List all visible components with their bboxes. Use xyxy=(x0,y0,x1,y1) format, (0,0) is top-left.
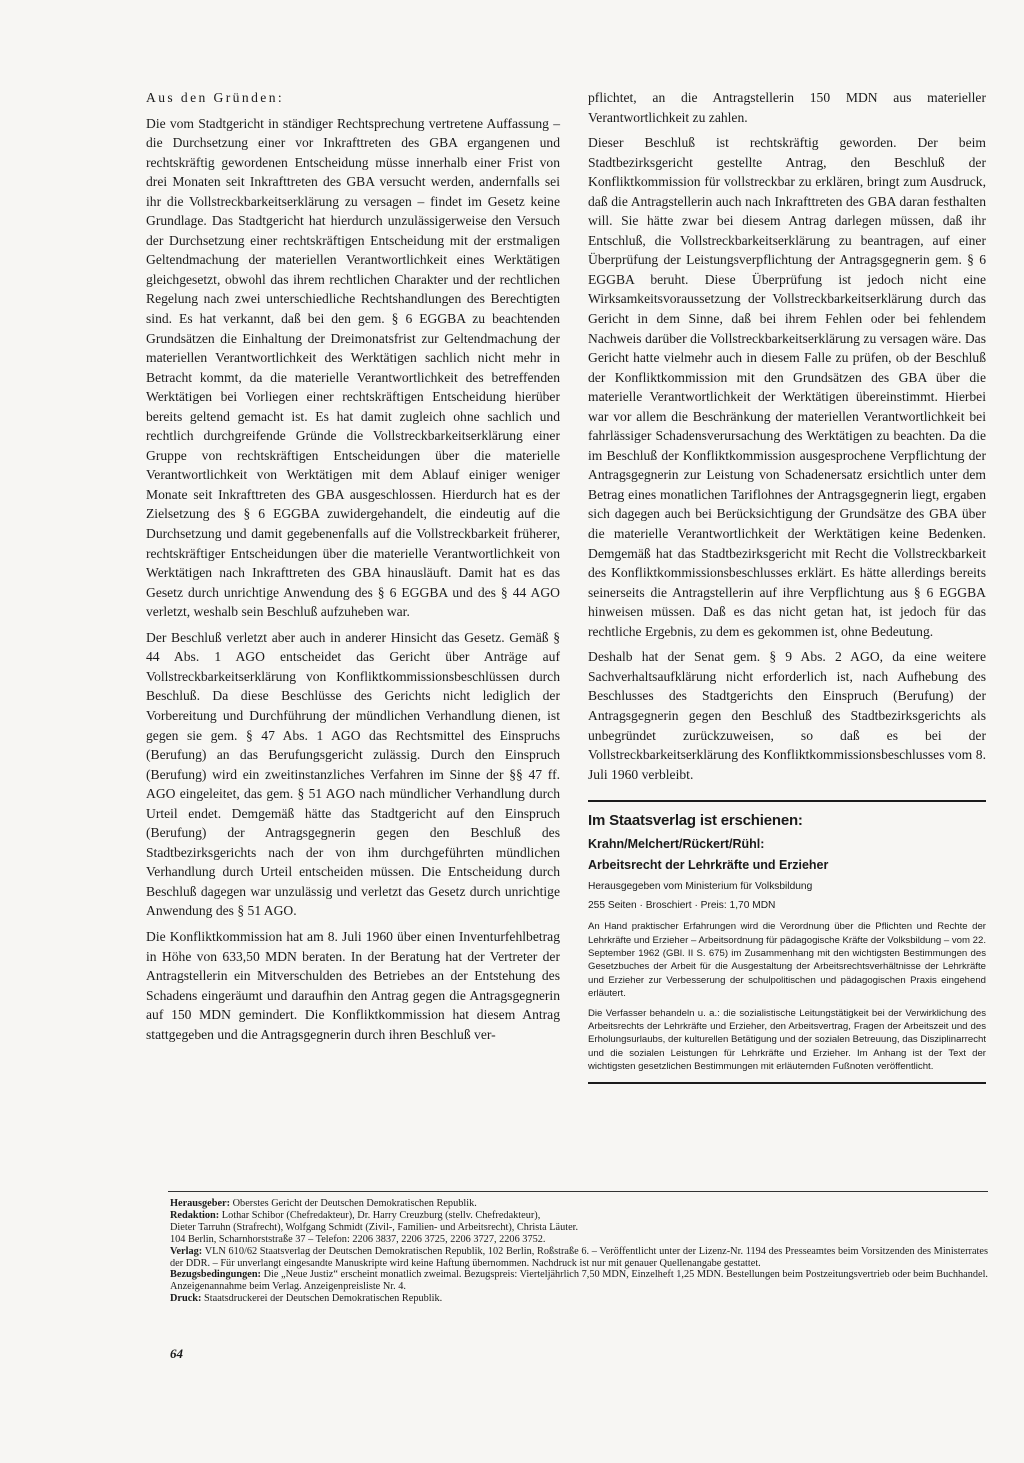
imprint-line xyxy=(170,1198,988,1210)
announcement-heading: Im Staatsverlag ist erschienen: xyxy=(588,812,803,830)
imprint-line: 104 Berlin, Scharnhorststraße 37 – Telefon: 2206 3837, 2206 3725, 2206 3727, 2206 3752. xyxy=(170,1233,546,1245)
announcement-details: 255 Seiten · Broschiert · Preis: 1,70 MDN xyxy=(588,900,776,912)
imprint-divider xyxy=(168,1191,988,1192)
paragraph: Die vom Stadtgericht in ständiger Rechtsprechung vertretene Auffassung – die Durchsetzung einer vor Inkrafttreten des GBA ergangenen und rechtskräftig gewordenen Entscheidung müsse innerhalb einer Frist von drei Monaten seit Inkrafttreten des GBA versucht werden, andernfalls sei ihr die Vollstreckbarkeitserklärung zu versagen – findet im Gesetz keine Grundlage. Das Stadtgericht hat hierdurch unzulässigerweise den Versuch der Durchsetzung einer rechtskräftigen Entscheidung mit der erstmaligen Geltendmachung der materiellen Verantwortlichkeit eines Werktätigen gleichgesetzt, obwohl das ihrem rechtlichen Charakter und der rechtlichen Regelung nach zwei unterschiedliche Rechtshandlungen des Berechtigten sind. Es hat verkannt, daß bei den gem. § 6 EGGBA zu beachtenden Grundsätzen die Einhaltung der Dreimonatsfrist zur Geltendmachung der materiellen Verantwortlichkeit des Werktätigen sachlich nicht mehr in Betracht kommt, da die materielle Verantwortlichkeit des betreffenden Werktätigen bei Vorliegen einer rechtskräftigen Entscheidung hierüber bereits geltend gemacht ist. Es hat damit zugleich ohne sachlich und rechtlich durchgreifende Gründe die Vollstreckbarkeitserklärung einer Gruppe von rechtskräftigen Entscheidungen über die materielle Verantwortlichkeit von Werktätigen mit dem Ablauf einiger weniger Monate seit Inkrafttreten des GBA ausgeschlossen. Hierdurch hat es der Zielsetzung des § 6 EGGBA zuwidergehandelt, die eindeutig auf die Durchsetzung und damit gegebenenfalls auf die Vollstreckbarkeit früherer, rechtskräftiger Entscheidungen über die materielle Verantwortlichkeit von Werktätigen nach Inkrafttreten des GBA hinausläuft. Damit hat es das Gesetz durch unrichtige Anwendung des § 6 EGGBA und des § 44 AGO verletzt, weshalb sein Beschluß aufzuheben war. xyxy=(146,115,560,620)
imprint-line xyxy=(170,1210,988,1222)
imprint-label: Herausgeber: xyxy=(170,1198,231,1209)
section-heading: Aus den Gründen: xyxy=(146,90,285,105)
paragraph: Die Konfliktkommission hat am 8. Juli 1960 über einen Inventurfehlbetrag in Höhe von 633,50 MDN beraten. In der Beratung hat der Vertreter der Antragstellerin ein Mitverschulden des Betriebes an der Entstehung des Schadens eingeräumt und daraufhin den Antrag gegen die Antragsgegnerin auf 150 MDN gemindert. Die Konfliktkommission hat diesem Antrag stattgegeben und die Antragsgegnerin durch ihren Beschluß ver- xyxy=(146,928,560,1042)
paragraph: Deshalb hat der Senat gem. § 9 Abs. 2 AGO, da eine weitere Sachverhaltsaufklärung nicht erforderlich ist, nach Aufhebung des Beschlusses des Stadtgerichts den Einspruch (Berufung) der Antragsgegnerin gegen den Beschluß des Stadtbezirksgerichts als unbegründet zurückzuweisen, so daß es bei der Vollstreckbarkeitserklärung des Konfliktkommissionsbeschlusses vom 8. Juli 1960 verbleibt. xyxy=(588,649,986,782)
imprint-value: VLN 610/62 Staatsverlag der Deutschen Demokratischen Republik, 102 Berlin, Roßstraße 6. – Veröffentlicht unter der Lizenz-Nr. 1194 des Presseamtes beim Vorsitzenden des Ministerrates der DDR. – Für unverlangt eingesandte Manuskripte wird keine Haftung übernommen. Nachdruck ist nur mit genauer Quellenangabe gestattet. xyxy=(170,1245,988,1269)
imprint-label: Bezugsbedingungen: xyxy=(170,1269,261,1281)
imprint xyxy=(170,1198,988,1305)
imprint-value: Oberstes Gericht der Deutschen Demokratischen Republik. xyxy=(232,1198,477,1209)
left-column xyxy=(146,88,560,1050)
imprint-line xyxy=(170,1269,988,1293)
imprint-value: Die „Neue Justiz“ erscheint monatlich zweimal. Bezugspreis: Vierteljährlich 7,50 MDN, Einzelheft 1,25 MDN. Bestellungen beim Postzeitungsvertrieb oder beim Buchhandel. Anzeigenannahme beim Verlag. Anzeigenpreisliste Nr. 4. xyxy=(170,1269,989,1293)
announcement-text: Die Verfasser behandeln u. a.: die sozialistische Leitungstätigkeit bei der Verwirklichung des Arbeitsrechts der Lehrkräfte und Erzieher, den Arbeitsvertrag, Fragen der Arbeitszeit und des Erholungsurlaubs, der kulturellen Betätigung und der sozialen Betreuung, das Disziplinarrecht und die sozialen Leistungen für Lehrkräfte und Erzieher. Im Anhang ist der Text der wichtigsten gesetzlichen Bestimmungen mit erläuternden Fußnoten veröffentlicht. xyxy=(588,1007,986,1073)
paragraph: Der Beschluß verletzt aber auch in anderer Hinsicht das Gesetz. Gemäß § 44 Abs. 1 AGO entscheidet das Gericht über Anträge auf Vollstreckbarkeitserklärung von Konfliktkommissionsbeschlüssen durch Beschluß. Da diese Beschlüsse des Gerichts nicht lediglich der Vorbereitung und Durchführung der mündlichen Verhandlung dienen, ist gegen sie gem. § 47 Abs. 1 AGO das Rechtsmittel des Einspruchs (Berufung) an das Berufungsgericht zulässig. Durch den Einspruch (Berufung) wird ein zweitinstanzliches Verfahren im Sinne der §§ 47 ff. AGO eingeleitet, das gem. § 51 AGO nach mündlicher Verhandlung durch Urteil endet. Demgemäß hätte das Stadtgericht auf den Einspruch (Berufung) der Antragsgegnerin gegen den Beschluß des Stadtbezirksgerichts nach der von ihm durchgeführten mündlichen Verhandlung durch Urteil entscheiden müssen. Die Entscheidung durch Beschluß dagegen war unzulässig und verletzt das Gesetz durch unrichtige Anwendung des § 51 AGO. xyxy=(146,629,560,919)
imprint-value: Lothar Schibor (Chefredakteur), Dr. Harry Creuzburg (stellv. Chefredakteur), xyxy=(221,1209,541,1221)
imprint-line: Dieter Tarruhn (Strafrecht), Wolfgang Schmidt (Zivil-, Familien- und Arbeitsrecht), Christa Läuter. xyxy=(170,1221,579,1233)
announcement-title: Arbeitsrecht der Lehrkräfte und Erzieher xyxy=(588,858,829,873)
announcement-text: An Hand praktischer Erfahrungen wird die Verordnung über die Pflichten und Rechte der Lehrkräfte und Erzieher – Arbeitsordnung für pädagogische Kräfte der Volksbildung – vom 22. September 1962 (GBl. II S. 675) im Zusammenhang mit den wichtigsten Bestimmungen des Gesetzbuches der Arbeit für die Ausgestaltung der Arbeitsrechtsverhältnisse der Lehrkräfte und Erzieher zur Verbesserung der schulpolitischen und pädagogischen Praxis eingehend erläutert. xyxy=(588,921,986,1000)
paragraph: pflichtet, an die Antragstellerin 150 MDN aus materieller Verantwortlichkeit zu zahlen. xyxy=(588,90,986,125)
imprint-label: Druck: xyxy=(170,1293,202,1305)
right-column xyxy=(588,88,986,1084)
imprint-value: Staatsdruckerei der Deutschen Demokratischen Republik. xyxy=(204,1293,443,1305)
announcement-divider xyxy=(588,1082,986,1084)
imprint-label: Redaktion: xyxy=(170,1209,220,1221)
paragraph: Dieser Beschluß ist rechtskräftig geworden. Der beim Stadtbezirksgericht gestellte Antrag, den Beschluß der Konfliktkommission für vollstreckbar zu erklären, bringt zum Ausdruck, daß die Antragstellerin auch nach Inkrafttreten des GBA daran festhalten will. Sie hätte zwar bei diesem Antrag darlegen müssen, daß ihr Entschluß, die Vollstreckbarkeitserklärung zu beantragen, auf einer Überprüfung der Leistungsverpflichtung der Antragsgegnerin gem. § 6 EGGBA beruht. Diese Überprüfung ist jedoch nicht eine Wirksamkeitsvoraussetzung der Vollstreckbarkeitserklärung durch das Gericht in dem Sinne, daß bei ihrem Fehlen oder bei fehlendem Nachweis darüber die Vollstreckbarkeitserklärung zu versagen wäre. Das Gericht hatte vielmehr auch in diesem Falle zu prüfen, ob der Beschluß der Konfliktkommission mit den Grundsätzen des GBA über die materielle Verantwortlichkeit der Werktätigen übereinstimmt. Hierbei war vor allem die Beschränkung der materiellen Verantwortlichkeit bei fahrlässiger Schadensverursachung des Werktätigen zu beachten. Da die im Beschluß der Konfliktkommission ausgesprochene Verpflichtung der Antragsgegnerin zur Leistung von Schadenersatz ersichtlich unter dem Betrag eines monatlichen Tariflohnes der Antragsgegnerin liegt, ergaben sich dagegen auch bei Berücksichtigung der Grundsätze des GBA über die materielle Verantwortlichkeit der Werktätigen keine Bedenken. Demgemäß hat das Stadtbezirksgericht mit Recht die Vollstreckbarkeit des Konfliktkommissionsbeschlusses erklärt. Es hätte allerdings bereits seinerseits die Antragstellerin auf ihre Verpflichtung aus § 6 EGGBA hinweisen müssen. Daß es das nicht getan hat, ist jedoch für das rechtliche Ergebnis, zu dem es gekommen ist, ohne Bedeutung. xyxy=(588,135,986,639)
imprint-label: Verlag: xyxy=(170,1245,203,1257)
imprint-line xyxy=(170,1293,988,1305)
announcement-authors: Krahn/Melchert/Rückert/Rühl: xyxy=(588,837,765,852)
announcement-editor: Herausgegeben vom Ministerium für Volksbildung xyxy=(588,881,813,893)
imprint-line xyxy=(170,1246,988,1270)
page-number: 64 xyxy=(170,1346,183,1361)
book-announcement xyxy=(588,800,986,1083)
